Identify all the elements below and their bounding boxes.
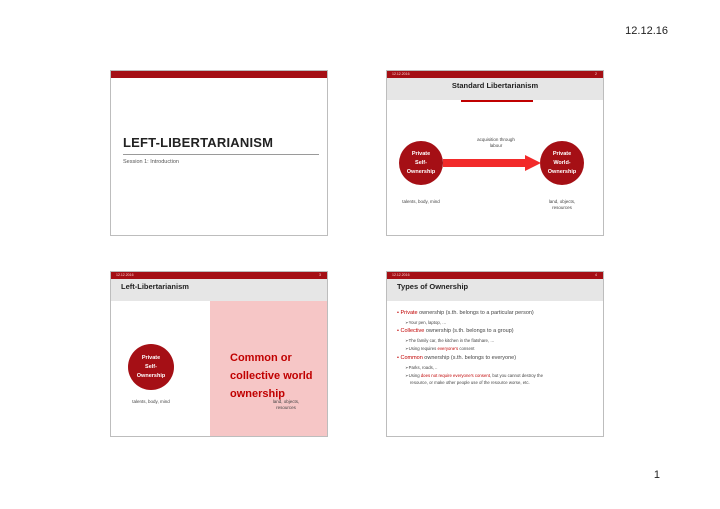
sub-bullet-continuation: resource, or make other people use of the resource worse, etc. [410, 380, 530, 385]
slide-top-bar [111, 272, 327, 279]
caption-line: land, objects, [272, 399, 300, 404]
bullet-text: ownership (s.th. belongs to a particular person) [417, 310, 534, 316]
sub-bullet-text: , but you cannot destroy the [489, 373, 543, 378]
sub-bullet-text: consent [458, 346, 475, 351]
bullet-text: ownership (s.th. belongs to a group) [424, 328, 514, 334]
private-self-ownership-circle [128, 344, 174, 390]
slide-number: 4 [595, 273, 597, 277]
slide-2 [386, 70, 604, 236]
arrow-label-line: labour [489, 143, 503, 148]
bullet-private: • Private ownership (s.th. belongs to a particular person) [397, 310, 534, 316]
sub-bullet: ➢Parks, roads, .. [405, 365, 438, 370]
circle-line: Self- [145, 363, 157, 370]
slide-top-bar [387, 272, 603, 279]
slide-4 [386, 271, 604, 437]
sub-bullet-text: The family car, the kitchen in the flatshare, … [408, 338, 495, 343]
right-arrow-icon [443, 155, 541, 171]
page-date: 12.12.16 [625, 25, 668, 37]
slide-top-bar [387, 71, 603, 78]
slide-title: LEFT-LIBERTARIANISM [123, 135, 274, 150]
title-rule [123, 154, 319, 155]
slide-date: 12.12.2016 [116, 273, 134, 277]
sub-bullet-highlight: everyone's [437, 346, 459, 351]
sub-bullet-text: Your pen, laptop, … [408, 320, 447, 325]
circle-line: Private [141, 354, 161, 361]
slide-number: 3 [319, 273, 321, 277]
slide-title: Standard Libertarianism [451, 81, 539, 90]
slide-top-bar [111, 71, 327, 78]
circle-line: Ownership [406, 168, 436, 175]
sub-bullet: ➢The family car, the kitchen in the flatshare, … [405, 338, 495, 343]
caption-line: land, objects, [548, 199, 576, 204]
world-ownership-caption [527, 199, 597, 211]
sub-bullet: ➢Using requires everyone's consent [405, 346, 475, 351]
private-world-ownership-circle [540, 141, 584, 185]
slide-title: Types of Ownership [397, 282, 469, 291]
sub-bullet-text: Parks, roads, .. [408, 365, 438, 370]
self-ownership-caption: talents, body, mind [402, 199, 440, 204]
private-self-ownership-circle [399, 141, 443, 185]
collective-ownership-text [230, 349, 313, 403]
sub-bullet: ➢Using does not require everyone's consent, but you cannot destroy the [405, 373, 543, 378]
sub-bullet: ➢Your pen, laptop, … [405, 320, 447, 325]
slide-1 [110, 70, 328, 236]
caption-line: resources [276, 405, 296, 410]
circle-line: World- [553, 159, 571, 166]
collective-line: collective world [230, 370, 313, 382]
circle-line: Self- [415, 159, 427, 166]
bullet-keyword: Common [400, 355, 423, 361]
title-underline [461, 100, 533, 102]
slide-date: 12.12.2016 [392, 273, 410, 277]
circle-line: Private [411, 150, 431, 157]
arrow-label-line: acquisition through [477, 137, 515, 142]
circle-line: Private [552, 150, 572, 157]
sub-bullet-text: Using [408, 373, 421, 378]
bullet-keyword: Private [400, 310, 418, 316]
slide-3 [110, 271, 328, 437]
session-subtitle: Session 1: Introduction [123, 159, 179, 165]
page-number: 1 [653, 469, 660, 481]
sub-bullet-text: Using requires [408, 346, 438, 351]
collective-text-wrap [210, 301, 328, 437]
bullet-keyword: Collective [400, 328, 425, 334]
slide-date: 12.12.2016 [392, 72, 410, 76]
bullet-text: ownership (s.th. belongs to everyone) [422, 355, 517, 361]
slide-number: 2 [595, 72, 597, 76]
arrow-label [461, 137, 531, 149]
world-ownership-caption [251, 399, 321, 411]
self-ownership-caption: talents, body, mind [132, 399, 170, 404]
collective-line: ownership [230, 388, 286, 400]
sub-bullet-highlight: does not require everyone's consent [420, 373, 490, 378]
bullet-common: • Common ownership (s.th. belongs to everyone) [397, 355, 517, 361]
caption-line: resources [552, 205, 572, 210]
bullet-collective: • Collective ownership (s.th. belongs to a group) [397, 328, 514, 334]
slide-title: Left-Libertarianism [121, 282, 189, 291]
circle-line: Ownership [136, 372, 166, 379]
circle-line: Ownership [547, 168, 577, 175]
collective-line: Common or [230, 352, 292, 364]
